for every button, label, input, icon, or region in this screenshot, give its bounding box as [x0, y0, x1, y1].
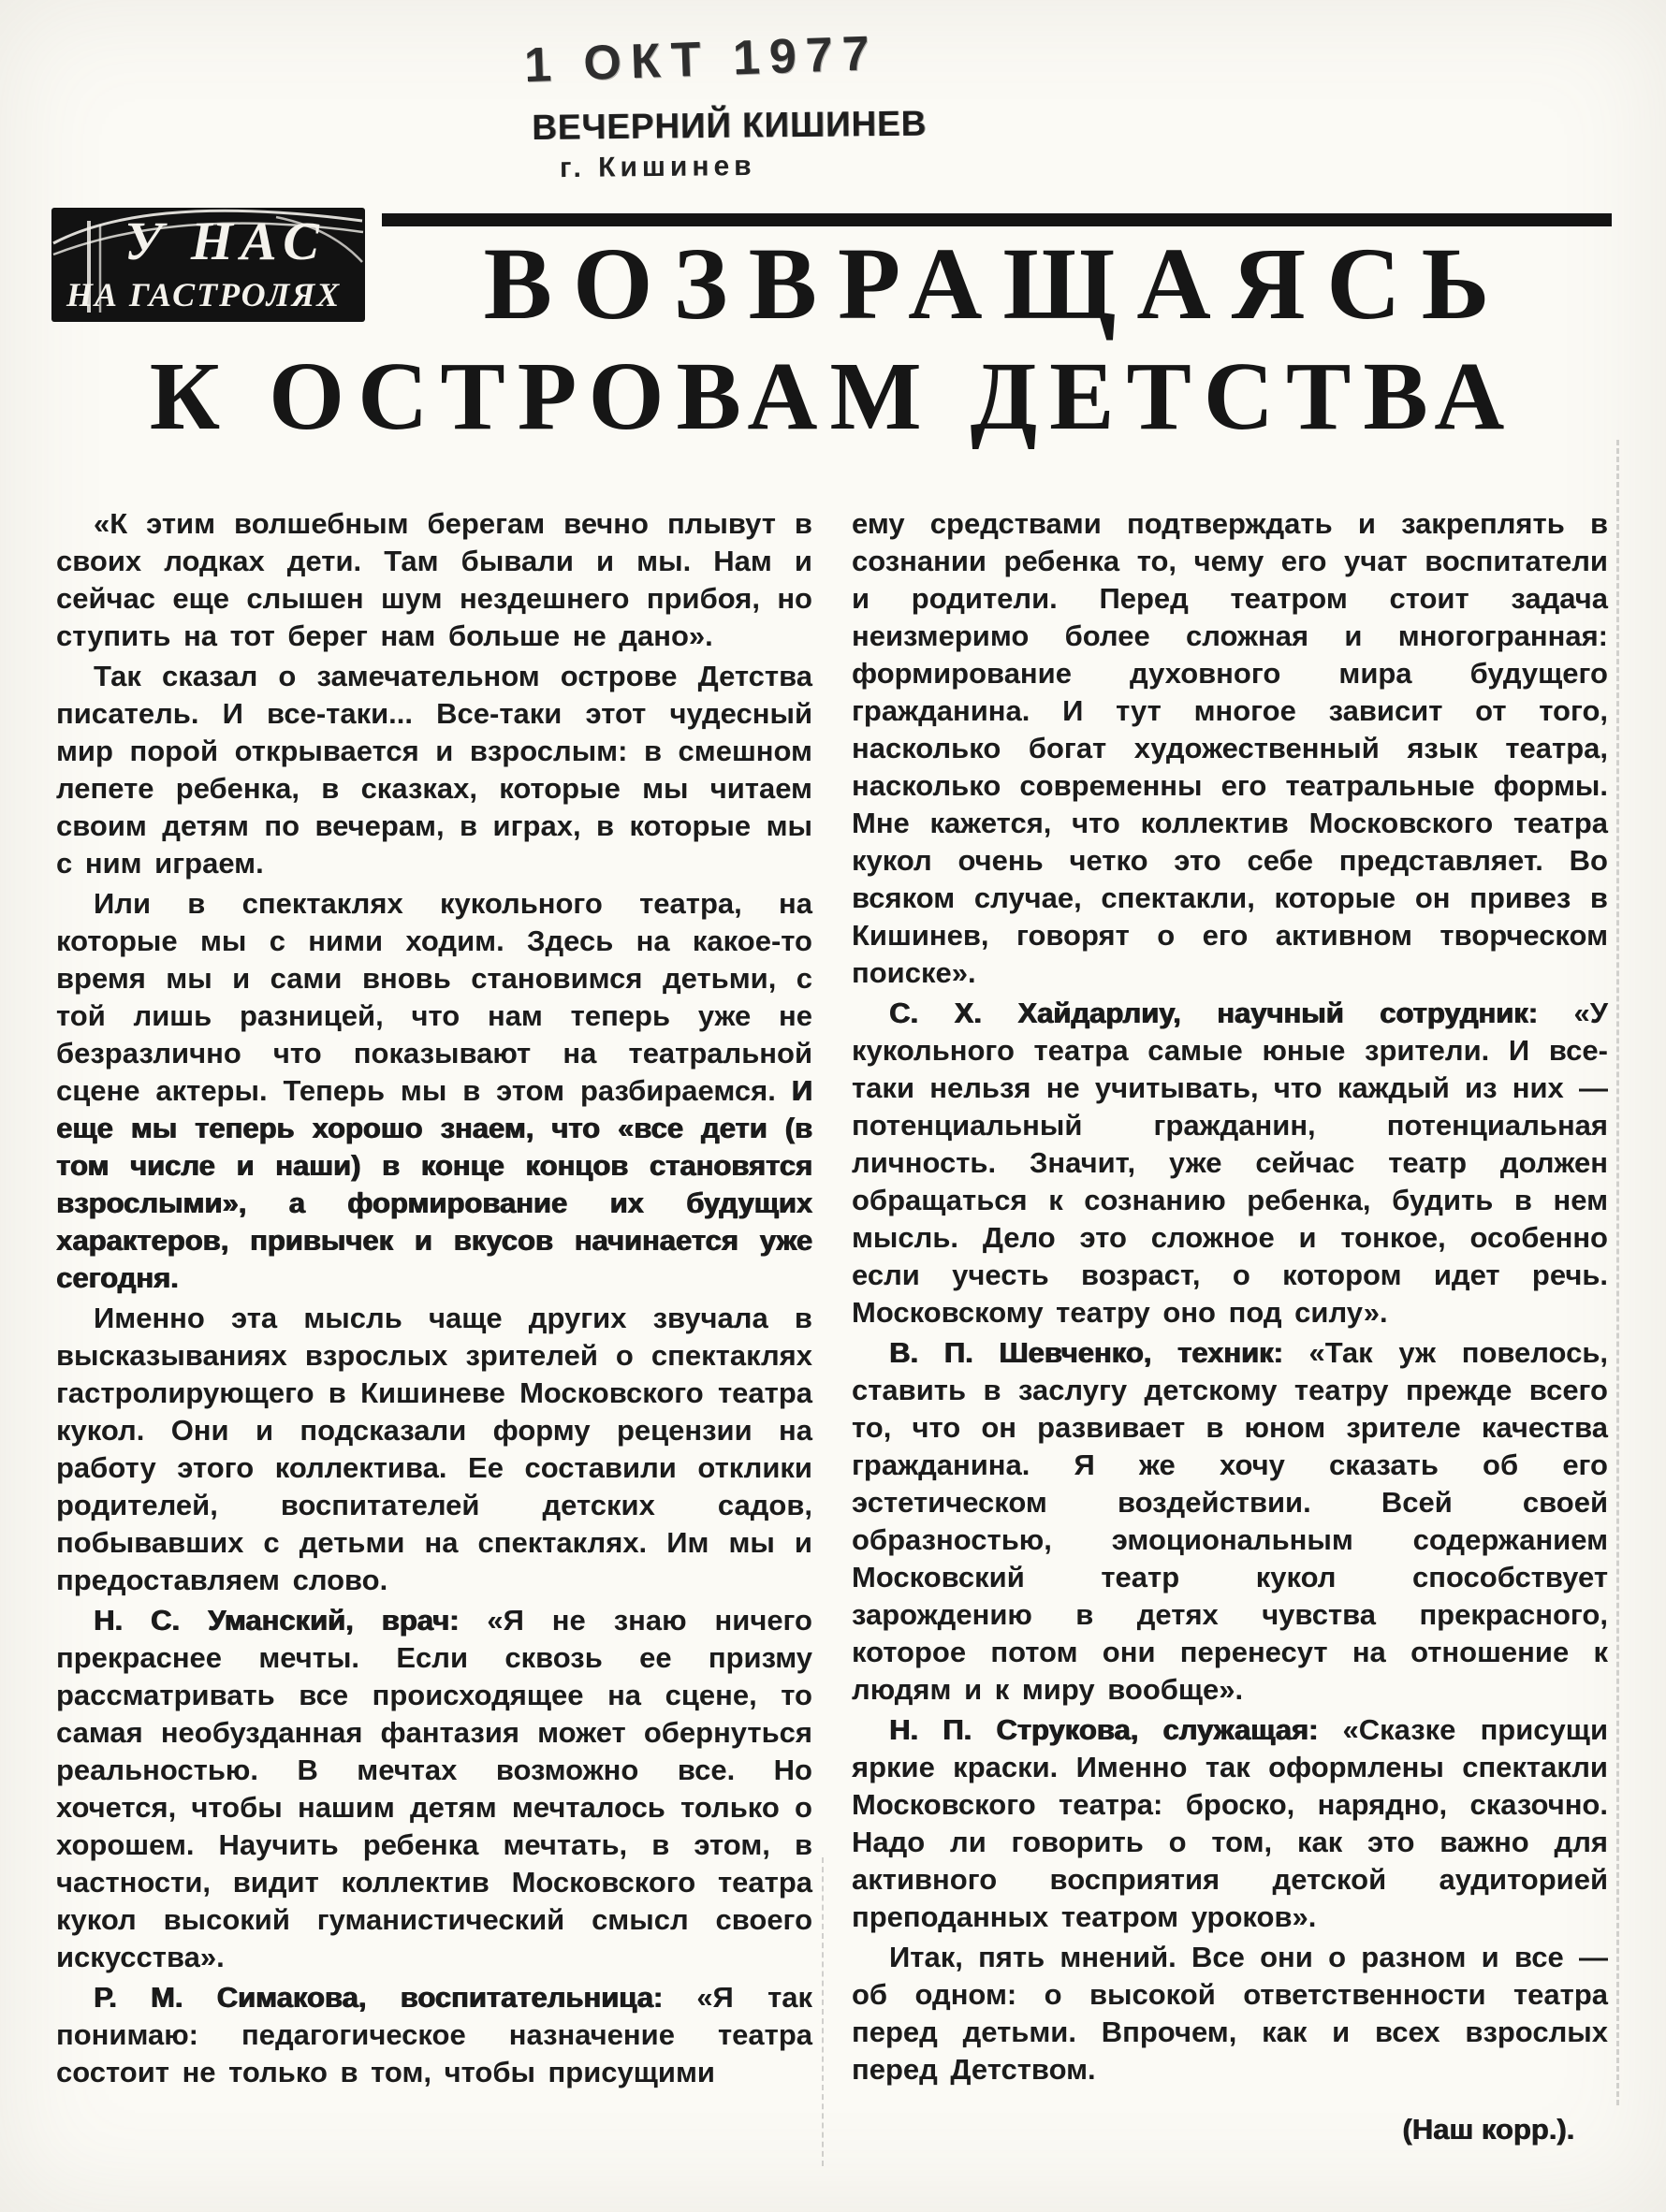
- article-body: [56, 505, 1608, 2147]
- paragraph-text: Именно эта мысль чаще других звучала в высказываниях взрослых зрителей о спектаклях гастролирующего в Кишиневе Московского театра кукол. Они и подсказали форму рецензии на работу этого коллектива. Ее составили отклики родителей, воспитателей детских садов, побывавших с детьми на спектаклях. Им мы и предоставляем слово.: [56, 1302, 812, 1596]
- paragraph-bold-text: Р. М. Симакова, воспитательница:: [94, 1981, 664, 2014]
- article-paragraph: [56, 505, 812, 655]
- paragraph-text: «Я не знаю ничего прекраснее мечты. Если сквозь ее призму рассматривать все происходящее на сцене, то самая необузданная фантазия может обернуться реальностью. В мечтах возможно все. Но хочется, чтобы нашим детям мечталось только о хорошем. Научить ребенка мечтать, в этом, в частности, видит коллектив Московского театра кукол высокий гуманистический смысл своего искусства».: [56, 1604, 812, 1973]
- paragraph-text: Или в спектаклях кукольного театра, на которые мы с ними ходим. Здесь на какое-то время мы и сами вновь становимся детьми, с той лишь разницей, что нам теперь уже не безразлично что показывают на театральной сцене актеры. Теперь мы в этом разбираемся.: [56, 887, 812, 1107]
- stamp-city: г. Кишинев: [559, 150, 756, 184]
- paragraph-text: Так сказал о замечательном острове Детства писатель. И все-таки... Все-таки этот чудесный мир порой открывается и взрослым: в смешном лепете ребенка, в сказках, которые мы читаем своим детям по вечерам, в играх, в которые мы с ним играем.: [56, 660, 812, 880]
- article-paragraph: [852, 1334, 1608, 1709]
- article-right-column: [852, 505, 1608, 2147]
- paragraph-bold-text: С. Х. Хайдарлиу, научный сотрудник:: [889, 997, 1538, 1029]
- article-paragraph: [56, 658, 812, 882]
- paragraph-text: «Так уж повелось, ставить в заслугу детскому театру прежде всего то, что он развивает в юном зрителе качества гражданина. Я же хочу сказать об его эстетическом воздействии. Всей своей образностью, эмоциональным содержанием Московский театр кукол способствует зарождению в детях чувства прекрасного, которое потом они перенесут на отношение к людям и к миру вообще».: [852, 1336, 1608, 1706]
- paragraph-text: «Я так понимаю: педагогическое назначение театра состоит не только в том, чтобы присущими: [56, 1981, 813, 2088]
- headline-line2: К ОСТРОВАМ ДЕТСТВА: [149, 342, 1517, 450]
- paragraph-text: «У кукольного театра самые юные зрители. И все-таки нельзя не учитывать, что каждый из них — потенциальный гражданин, потенциальная личность. Значит, уже сейчас театр должен обращаться к сознанию ребенка, будить в нем мысль. Дело это сложное и тонкое, особенно если учесть возраст, о котором идет речь. Московскому театру оно под силу».: [852, 997, 1608, 1329]
- article-paragraph: [56, 1602, 812, 1976]
- article-paragraph: [56, 1300, 812, 1599]
- clipping-edge-marks: [1616, 440, 1619, 2105]
- rubric-box: [51, 208, 365, 322]
- article-paragraph: [852, 1711, 1608, 1936]
- stamp-date: 1 ОКТ 1977: [523, 26, 880, 94]
- paragraph-text: Итак, пять мнений. Все они о разном и все — об одном: о высокой ответственности театра перед детьми. Впрочем, как и всех взрослых перед Детством.: [852, 1941, 1608, 2086]
- article-right-column-text: [852, 505, 1608, 2088]
- article-paragraph: [852, 1939, 1608, 2088]
- article-paragraph: [852, 995, 1608, 1332]
- rubric-line1: У НАС: [124, 211, 327, 271]
- paragraph-text: «К этим волшебным берегам вечно плывут в своих лодках дети. Там бывали и мы. Нам и сейчас еще слышен шум нездешнего прибоя, но ступить на тот берег нам больше не дано».: [56, 507, 812, 652]
- paragraph-bold-text: В. П. Шевченко, техник:: [889, 1336, 1283, 1369]
- article-paragraph: [56, 885, 812, 1297]
- headline-line1: ВОЗВРАЩАЯСЬ: [483, 226, 1511, 341]
- rubric-line2: НА ГАСТРОЛЯХ: [66, 276, 342, 313]
- article-paragraph: [852, 505, 1608, 992]
- article-left-column: [56, 505, 812, 2147]
- paragraph-bold-text: Н. П. Струкова, служащая:: [889, 1713, 1319, 1746]
- paragraph-text: «Сказке присущи яркие краски. Именно так оформлены спектакли Московского театра: броско, нарядно, сказочно. Надо ли говорить о том, как это важно для активного восприятия детской аудиторией преподанных театром уроков».: [852, 1713, 1608, 1933]
- paragraph-bold-text: И еще мы теперь хорошо знаем, что «все дети (в том числе и наши) в конце концов становятся взрослыми», а формирование их будущих характеров, привычек и вкусов начинается уже сегодня.: [56, 1074, 812, 1294]
- stamp-newspaper-name: ВЕЧЕРНИЙ КИШИНЕВ: [532, 104, 928, 148]
- column-gutter-marks: [822, 1857, 824, 2166]
- paragraph-bold-text: Н. С. Уманский, врач:: [94, 1604, 460, 1637]
- paragraph-text: ему средствами подтверждать и закреплять в сознании ребенка то, чему его учат воспитатели и родители. Перед театром стоит задача неизмеримо более сложная и многогранная: формирование духовного мира будущего гражданина. И тут многое зависит от того, насколько богат художественный язык театра, насколько современны его театральные формы. Мне кажется, что коллектив Московского театра кукол очень четко это себе представляет. Во всяком случае, спектакли, которые он привез в Кишинев, говорят о его активном творческом поиске».: [852, 507, 1608, 989]
- article-paragraph: [56, 1979, 812, 2091]
- headline-rule: [382, 213, 1612, 226]
- article-signature: (Наш корр.).: [1402, 2113, 1574, 2146]
